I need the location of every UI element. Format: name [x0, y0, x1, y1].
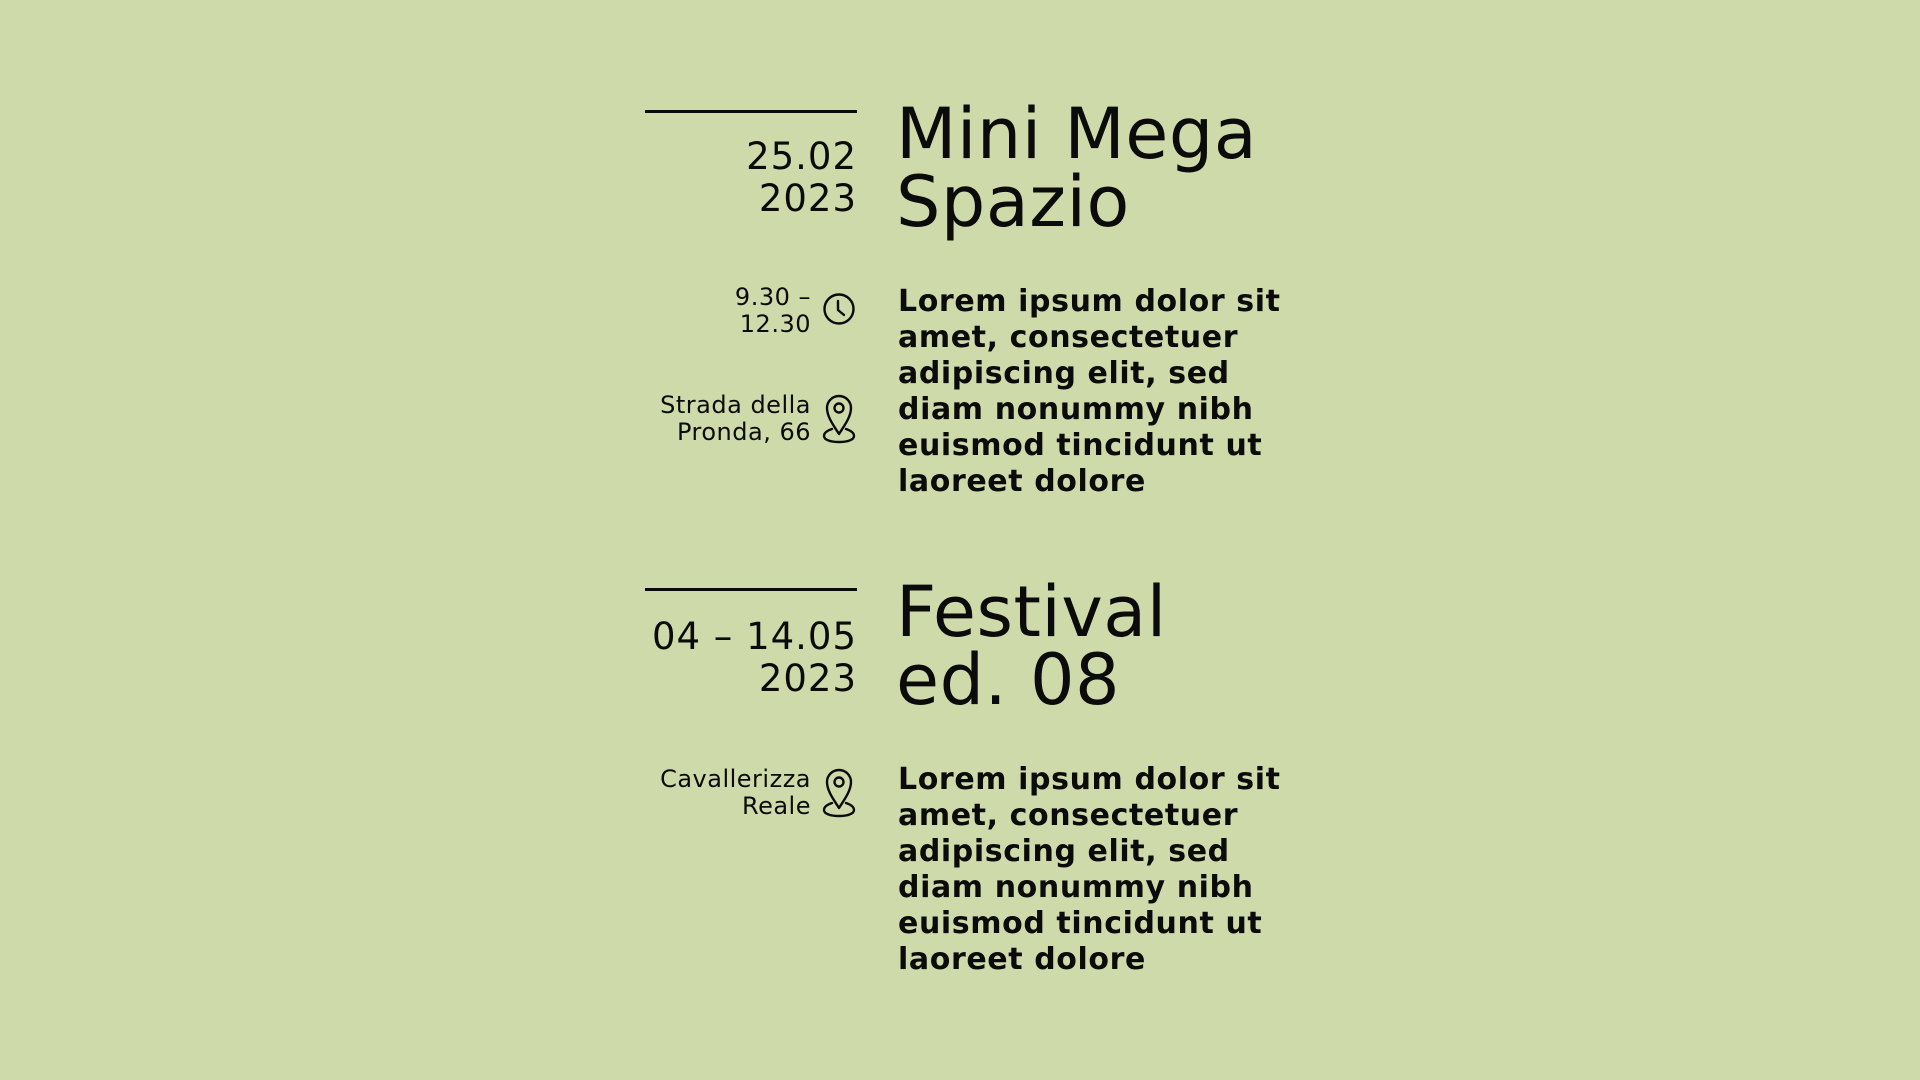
event-date	[600, 616, 857, 700]
description-line: laoreet dolore	[898, 464, 1146, 499]
description-line: diam nonummy nibh	[898, 870, 1254, 905]
event-location-line: Pronda, 66	[676, 418, 811, 446]
event-description	[898, 762, 1318, 978]
description-line: diam nonummy nibh	[898, 392, 1254, 427]
event-location-text	[660, 766, 811, 820]
description-line: laoreet dolore	[898, 942, 1146, 977]
event-title[interactable]	[896, 93, 1376, 243]
description-line: adipiscing elit, sed	[898, 356, 1230, 391]
event-date-year: 2023	[758, 657, 857, 700]
event-location-text	[660, 392, 811, 446]
clock-icon	[821, 284, 857, 326]
event-date	[600, 136, 857, 220]
event-time-end: 12.30	[739, 310, 811, 338]
map-pin-icon	[821, 766, 857, 818]
description-line: adipiscing elit, sed	[898, 834, 1230, 869]
map-pin-icon	[821, 392, 857, 444]
event-title-line: Festival	[896, 571, 1167, 653]
event-time-start: 9.30 –	[734, 283, 811, 311]
event-title-line: Mini Mega	[896, 93, 1258, 175]
description-line: Lorem ipsum dolor sit	[898, 284, 1281, 319]
event-title-line: Spazio	[896, 161, 1130, 243]
event-date-year: 2023	[758, 177, 857, 220]
event-location[interactable]	[560, 392, 857, 446]
event-time-text	[735, 284, 811, 338]
description-line: euismod tincidunt ut	[898, 428, 1263, 463]
description-line: euismod tincidunt ut	[898, 906, 1263, 941]
event-time	[560, 284, 857, 338]
event-title-line: ed. 08	[896, 639, 1121, 721]
event-date-range: 04 – 14.05	[651, 615, 857, 658]
event-location-line: Strada della	[660, 391, 811, 419]
description-line: Lorem ipsum dolor sit	[898, 762, 1281, 797]
description-line: amet, consectetuer	[898, 798, 1239, 833]
event-location-line: Cavallerizza	[660, 765, 811, 793]
event-description	[898, 284, 1318, 500]
event-location[interactable]	[560, 766, 857, 820]
date-divider	[645, 110, 857, 113]
event-location-line: Reale	[741, 792, 811, 820]
event-date-day: 25.02	[746, 135, 857, 178]
description-line: amet, consectetuer	[898, 320, 1239, 355]
event-title[interactable]	[896, 571, 1376, 721]
date-divider	[645, 588, 857, 591]
